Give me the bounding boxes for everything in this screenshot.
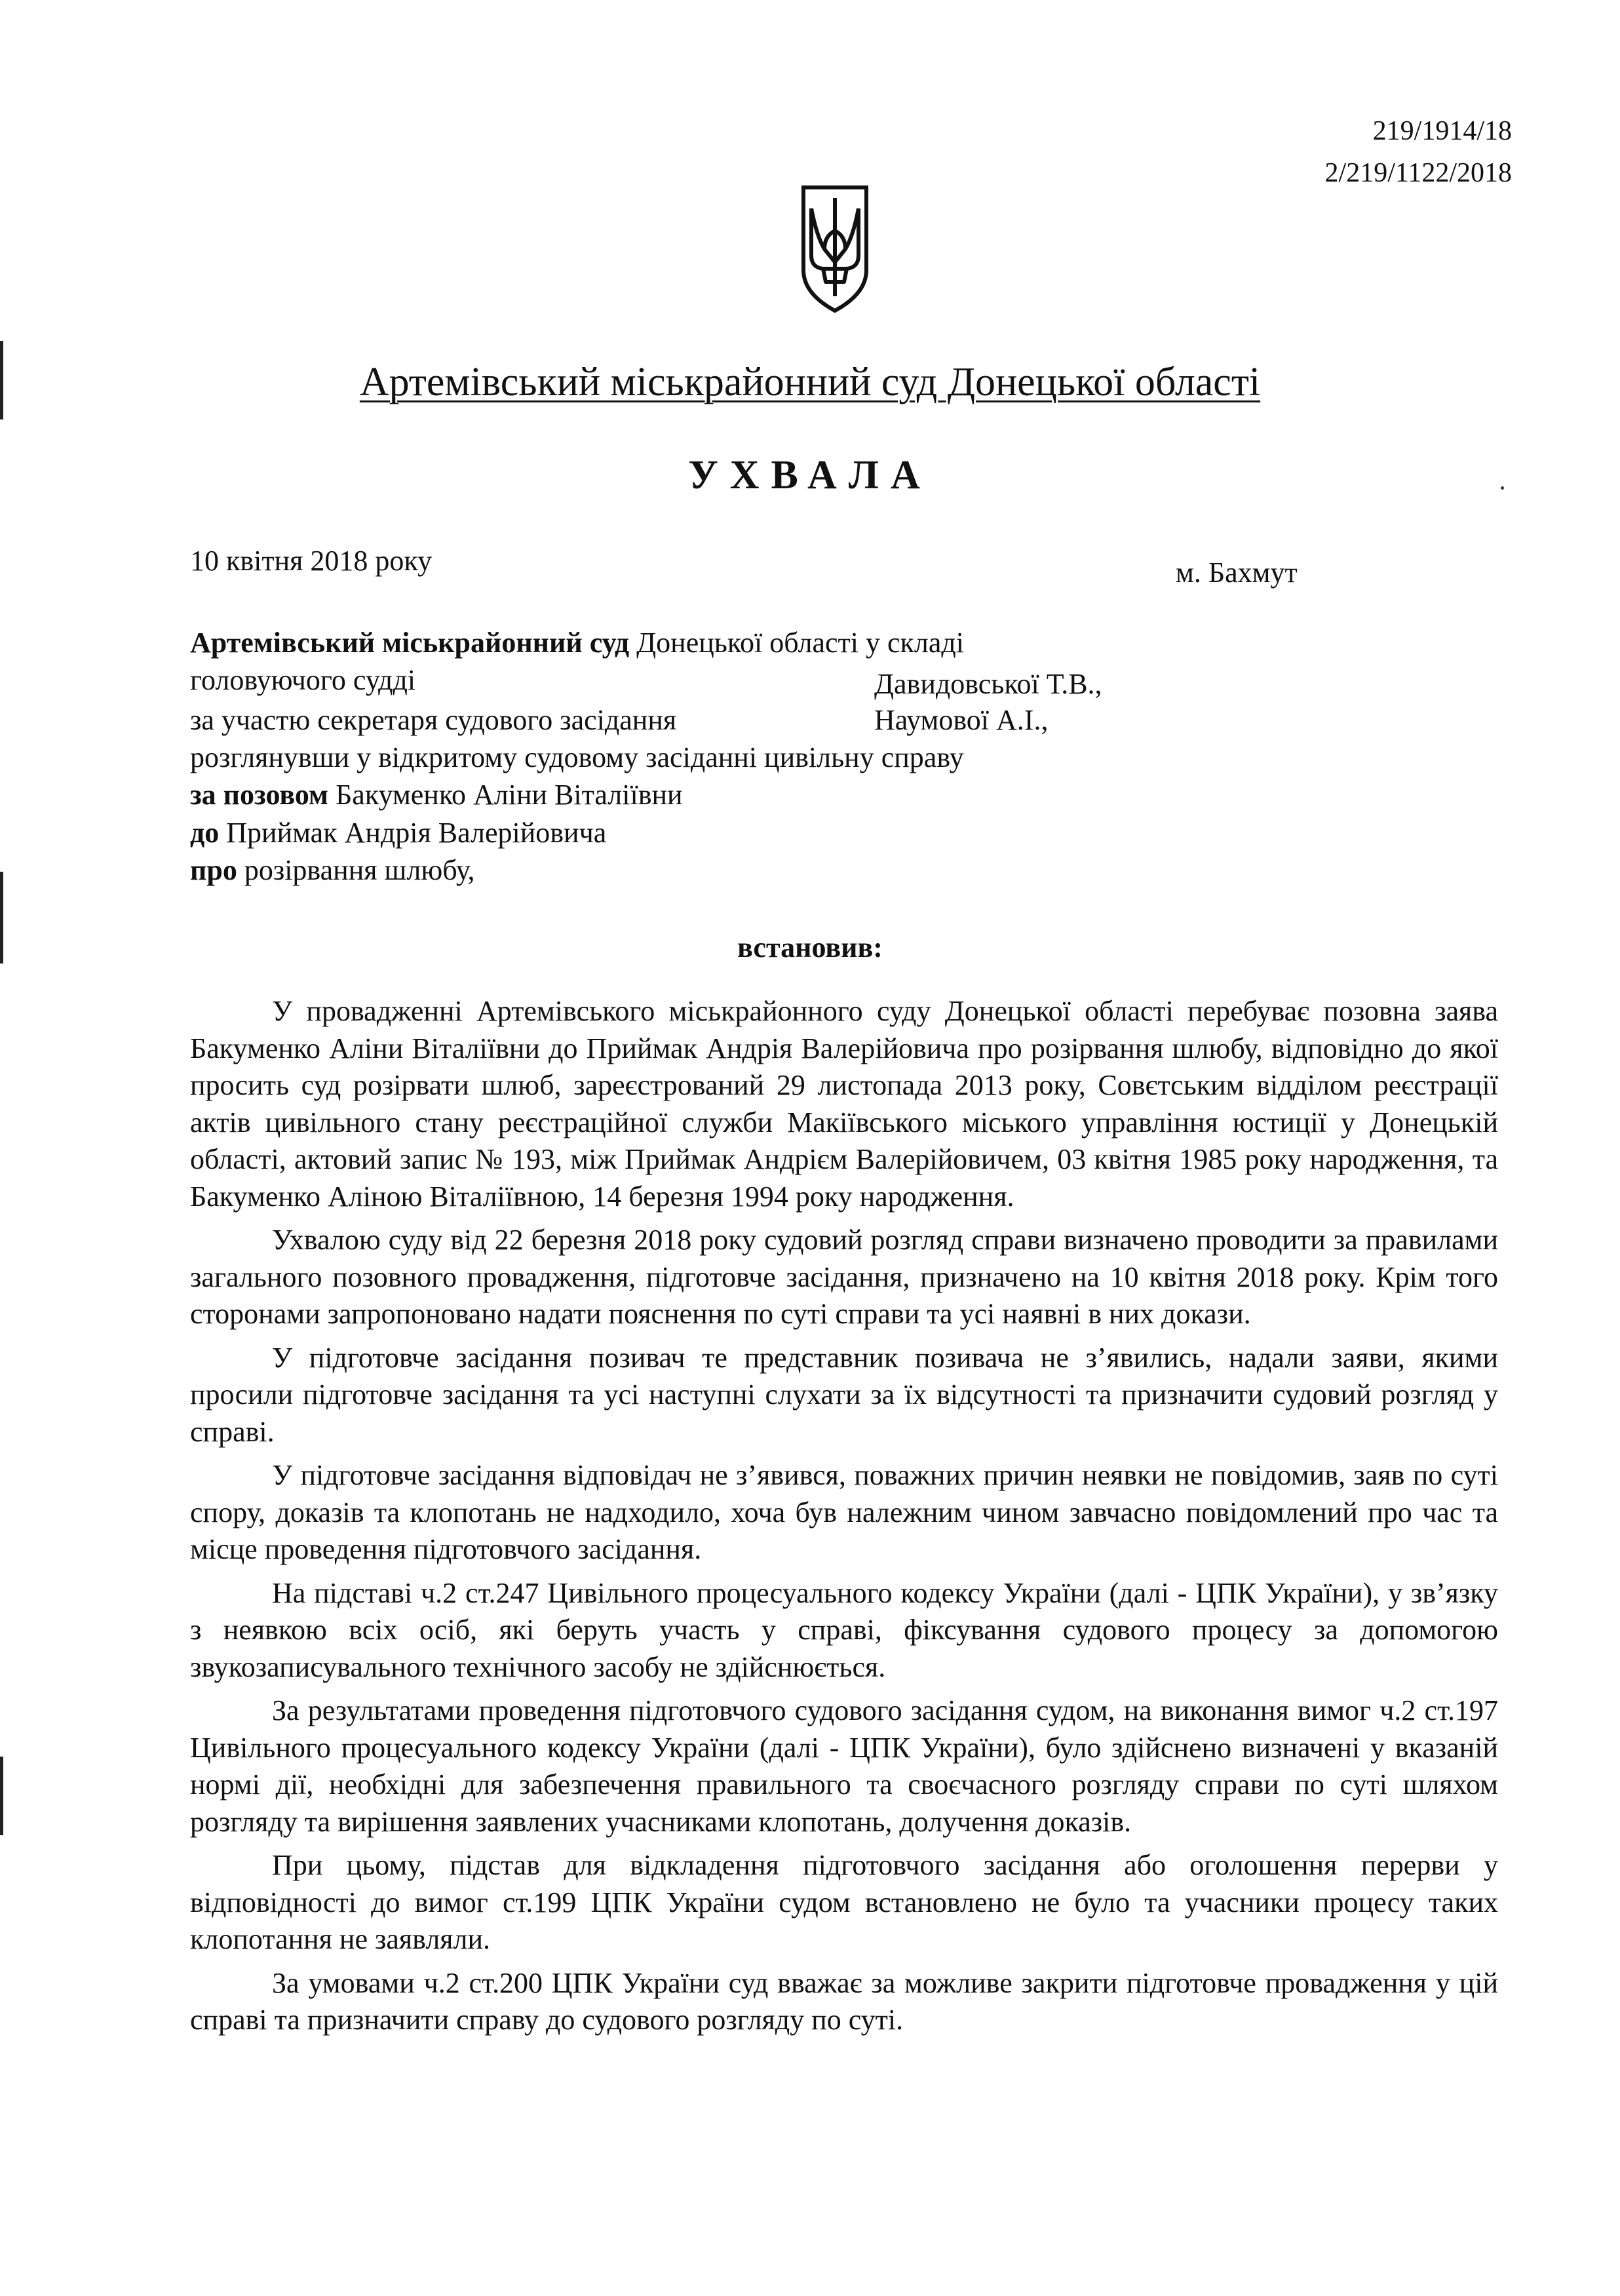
court-name-rest: Донецької області у складі [629,627,965,659]
ukraine-tryzub-icon [798,184,872,315]
judge-name: Давидовської Т.В., [874,668,1102,700]
body-paragraph: У провадженні Артемівського міськрайонного суду Донецької області перебуває позовна заява Бакуменко Аліни Віталіївни до Приймак Андрія Валерійовича про розірвання шлюбу, відповідно до якої просить суд розірвати шлюб, зареєстрований 29 листопада 2013 року, Совєтським відділом реєстрації актів цивільного стану реєстраційної служби Макіївського міського управління юстиції у Донецькій області, актовий запис № 193, між Приймак Андрієм Валерійовичем, 03 квітня 1985 року народження, та Бакуменко Аліною Віталіївною, 14 березня 1994 року народження. [190,995,1498,1213]
case-number-1: 219/1914/18 [1372,116,1512,146]
body-paragraph: У підготовче засідання позивач те представник позивача не з’явились, надали заяви, якими просили підготовче засідання та усі наступні слухати за їх відсутності та призначити судовий розгляд у справі. [190,1341,1498,1448]
body-paragraph: При цьому, підстав для відкладення підготовчого засідання або оголошення перерви у відповідності до вимог ст.199 ЦПК України судом встановлено не було та учасники процесу таких клопотання не заявляли. [190,1849,1498,1955]
decision-city: м. Бахмут [1176,556,1298,589]
claimant-label: за позовом [190,779,328,811]
body-paragraph: Ухвалою суду від 22 березня 2018 року судовий розгляд справи визначено проводити за правилами загального позовного провадження, підготовче засідання, призначено на 10 квітня 2018 року. Крім того сторонами запропоновано надати пояснення по суті справи та усі наявні в них докази. [190,1224,1498,1330]
claimant-name: Бакуменко Аліни Віталіївни [328,779,683,811]
scan-edge-mark [0,1757,3,1835]
case-numbers [1325,110,1512,194]
case-number-2: 2/219/1122/2018 [1324,158,1512,188]
secretary-name: Наумової А.І., [874,704,1049,736]
secretary-label: за участю секретаря судового засідання [190,704,677,736]
decision-body [190,993,1498,2046]
body-paragraph: За умовами ч.2 ст.200 ЦПК України суд вважає за можливе закрити підготовче провадження у цій справі та призначити справу до судового розгляду по суті. [190,1966,1498,2036]
subject-line [190,853,475,887]
considered-line: розглянувши у відкритому судовому засіданні цивільну справу [190,741,964,773]
subject-value: розірвання шлюбу, [237,854,475,886]
court-name-bold: Артемівський міськрайонний суд [190,627,630,659]
defendant-label: до [190,817,220,849]
decision-date: 10 квітня 2018 року [190,545,433,577]
established-heading: встановив: [737,931,883,963]
subject-label: про [190,854,237,886]
body-paragraph: За результатами проведення підготовчого судового засідання судом, на виконання вимог ч.2 ст.197 Цивільного процесуального кодексу України (далі - ЦПК України), було здійснено визначені у вказаній нормі дії, необхідні для забезпечення правильного та своєчасного розгляду справи по суті шляхом розгляду та вирішення заявлених учасниками клопотань, долучення доказів. [190,1694,1498,1838]
claimant-line [190,778,683,811]
body-paragraph: У підготовче засідання відповідач не з’явився, поважних причин неявки не повідомив, заяв по суті спору, доказів та клопотань не надходило, хоча був належним чином завчасно повідомлений про час та місце проведення підготовчого засідання. [190,1459,1498,1565]
defendant-name: Приймак Андрія Валерійовича [219,817,607,849]
body-paragraph: На підставі ч.2 ст.247 Цивільного процесуального кодексу України (далі - ЦПК України), у зв’язку з неявкою всіх осіб, які беруть участь у справі, фіксування судового процесу за допомогою звукозаписувального технічного засобу не здійснюється. [190,1576,1498,1683]
judge-label: головуючого судді [190,664,416,696]
document-type-title: УХВАЛА [688,453,932,497]
court-composition-line [190,626,964,659]
court-name-heading: Артемівський міськрайонний суд Донецької області [359,360,1261,404]
defendant-line [190,816,606,849]
